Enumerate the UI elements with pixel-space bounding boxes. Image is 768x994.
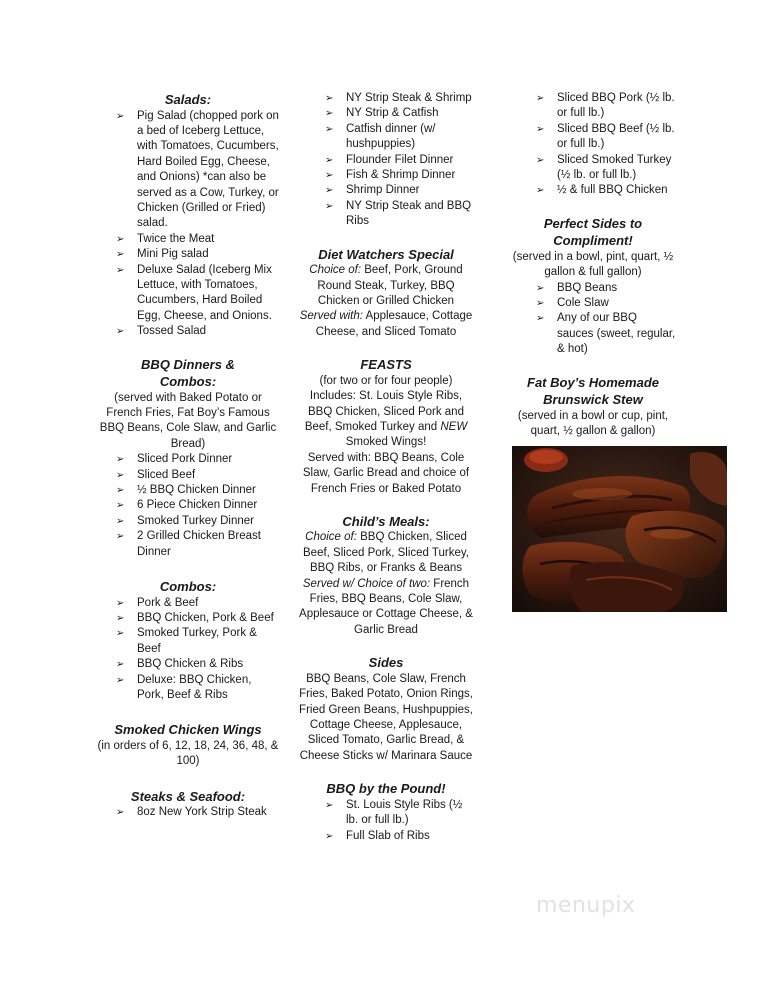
- feasts-served: Served with: BBQ Beans, Cole Slaw, Garlic Bread and choice of French Fries or Baked Potato: [302, 451, 470, 495]
- menu-column-2: [298, 91, 474, 844]
- steaks-list: [137, 805, 280, 820]
- diet-choice-label: Choice of:: [309, 264, 362, 277]
- feasts-includes-text: Includes: St. Louis Style Ribs, BBQ Chicken, Sliced Pork and Beef, Smoked Turkey and: [304, 390, 464, 433]
- list-item: ➢ Catfish dinner (w/ hushpuppies): [346, 122, 474, 153]
- perfect-sides-list: [557, 281, 676, 358]
- combos-list: [137, 596, 280, 704]
- list-item: ➢ Mini Pig salad: [137, 247, 280, 262]
- diet-choice: [298, 263, 474, 309]
- childs-served-text: French Fries, BBQ Beans, Cole Slaw, Applesauce or Cottage Cheese, & Garlic Bread: [299, 577, 473, 636]
- list-item: ➢ Full Slab of Ribs: [346, 829, 474, 844]
- feasts-title: FEASTS: [360, 357, 412, 373]
- list-item: ➢ ½ BBQ Chicken Dinner: [137, 483, 280, 498]
- menu-column-3: [510, 91, 676, 440]
- childs-title: Child’s Meals:: [342, 513, 430, 529]
- feasts-includes-end: Smoked Wings!: [345, 436, 427, 449]
- childs-served-label: Served w/ Choice of two:: [302, 577, 431, 590]
- list-item: ➢ Flounder Filet Dinner: [346, 153, 474, 168]
- menupix-watermark: menupix: [536, 893, 636, 918]
- list-item: ➢ St. Louis Style Ribs (½ lb. or full lb.): [346, 798, 474, 829]
- feasts-includes: [298, 389, 474, 451]
- perfect-sides-title: Perfect Sides to Compliment!: [543, 215, 643, 249]
- by-pound-list: [346, 798, 474, 844]
- combos-title: Combos:: [159, 579, 217, 595]
- feasts-new: NEW: [440, 420, 468, 433]
- list-item: ➢ Pork & Beef: [137, 596, 280, 611]
- list-item: ➢ Shrimp Dinner: [346, 183, 474, 198]
- ribs-photo: [512, 446, 727, 612]
- sides-title: Sides: [368, 655, 404, 671]
- diet-choice-text: Beef, Pork, Ground Round Steak, Turkey, BBQ Chicken or Grilled Chicken: [317, 264, 463, 307]
- by-pound-title: BBQ by the Pound!: [326, 781, 446, 797]
- wings-title: Smoked Chicken Wings: [114, 722, 262, 738]
- ribs-illustration: [512, 446, 727, 612]
- childs-choice-text: BBQ Chicken, Sliced Beef, Sliced Pork, Sliced Turkey, BBQ Ribs, or Franks & Beans: [303, 531, 469, 575]
- sides-text: BBQ Beans, Cole Slaw, French Fries, Baked Potato, Onion Rings, Fried Green Beans, Hushpuppies, Cottage Cheese, Applesauce, Sliced Tomato, Garlic Bread, & Cheese Sticks w/ Marinara Sauce: [299, 672, 473, 762]
- diet-served-label: Served with:: [299, 310, 363, 323]
- salads-title: Salads:: [164, 92, 212, 107]
- menu-column-1: [96, 91, 280, 821]
- list-item: ➢ Smoked Turkey Dinner: [137, 514, 280, 529]
- list-item: ➢ Sliced BBQ Pork (½ lb. or full lb.): [557, 91, 676, 122]
- list-item: ➢ NY Strip Steak and BBQ Ribs: [346, 199, 474, 230]
- list-item: ➢ Deluxe: BBQ Chicken, Pork, Beef & Ribs: [137, 673, 280, 704]
- bbq-dinners-note: (served with Baked Potato or French Fries, Fat Boy’s Famous BBQ Beans, Cole Slaw, and Garlic Bread): [99, 391, 277, 450]
- childs-served: [298, 577, 474, 639]
- steaks-list-continued: [346, 91, 474, 230]
- list-item: ➢ Fish & Shrimp Dinner: [346, 168, 474, 183]
- diet-served-text: Applesauce, Cottage Cheese, and Sliced Tomato: [315, 310, 473, 338]
- wings-note: (in orders of 6, 12, 18, 24, 36, 48, & 100): [97, 739, 279, 768]
- bbq-dinners-title: BBQ Dinners & Combos:: [141, 356, 235, 390]
- list-item: ➢ Cole Slaw: [557, 296, 676, 311]
- steaks-title: Steaks & Seafood:: [130, 788, 246, 804]
- childs-choice: [298, 530, 474, 576]
- list-item: ➢ BBQ Chicken, Pork & Beef: [137, 611, 280, 626]
- list-item: ➢ Tossed Salad: [137, 324, 280, 339]
- list-item: ➢ Any of our BBQ sauces (sweet, regular, & hot): [557, 311, 676, 357]
- stew-note: (served in a bowl or cup, pint, quart, ½ gallon & gallon): [517, 409, 669, 438]
- list-item: ➢ NY Strip & Catfish: [346, 106, 474, 121]
- by-pound-list-continued: [557, 91, 676, 199]
- list-item: ➢ Deluxe Salad (Iceberg Mix Lettuce, with Tomatoes, Cucumbers, Hard Boiled Egg, Cheese, and Onions.: [137, 263, 280, 325]
- list-item: ➢ Sliced Beef: [137, 468, 280, 483]
- list-item: ➢ 2 Grilled Chicken Breast Dinner: [137, 529, 280, 560]
- list-item: ➢ Sliced BBQ Beef (½ lb. or full lb.): [557, 122, 676, 153]
- list-item: ➢ 8oz New York Strip Steak: [137, 805, 280, 820]
- list-item: ➢ Smoked Turkey, Pork & Beef: [137, 626, 280, 657]
- list-item: ➢ Sliced Pork Dinner: [137, 452, 280, 467]
- diet-served: [298, 309, 474, 340]
- list-item: ➢ Sliced Smoked Turkey (½ lb. or full lb.): [557, 153, 676, 184]
- list-item: ➢ 6 Piece Chicken Dinner: [137, 498, 280, 513]
- list-item: ➢ BBQ Beans: [557, 281, 676, 296]
- list-item: ➢ NY Strip Steak & Shrimp: [346, 91, 474, 106]
- feasts-line1: (for two or for four people): [319, 374, 453, 387]
- diet-title: Diet Watchers Special: [318, 246, 454, 262]
- list-item: ➢ Pig Salad (chopped pork on a bed of Iceberg Lettuce, with Tomatoes, Cucumbers, Hard Boiled Egg, Cheese, and Onions) *can also be served as a Cow, Turkey, or Chicken (Grilled or Fried) salad.: [137, 109, 280, 232]
- list-item: ➢ ½ & full BBQ Chicken: [557, 183, 676, 198]
- list-item: ➢ BBQ Chicken & Ribs: [137, 657, 280, 672]
- perfect-sides-note: (served in a bowl, pint, quart, ½ gallon & full gallon): [512, 250, 674, 279]
- salads-list: [137, 109, 280, 340]
- childs-choice-label: Choice of:: [305, 531, 357, 544]
- bbq-dinners-list: [137, 452, 280, 560]
- stew-title: Fat Boy’s Homemade Brunswick Stew: [527, 374, 659, 408]
- list-item: ➢ Twice the Meat: [137, 232, 280, 247]
